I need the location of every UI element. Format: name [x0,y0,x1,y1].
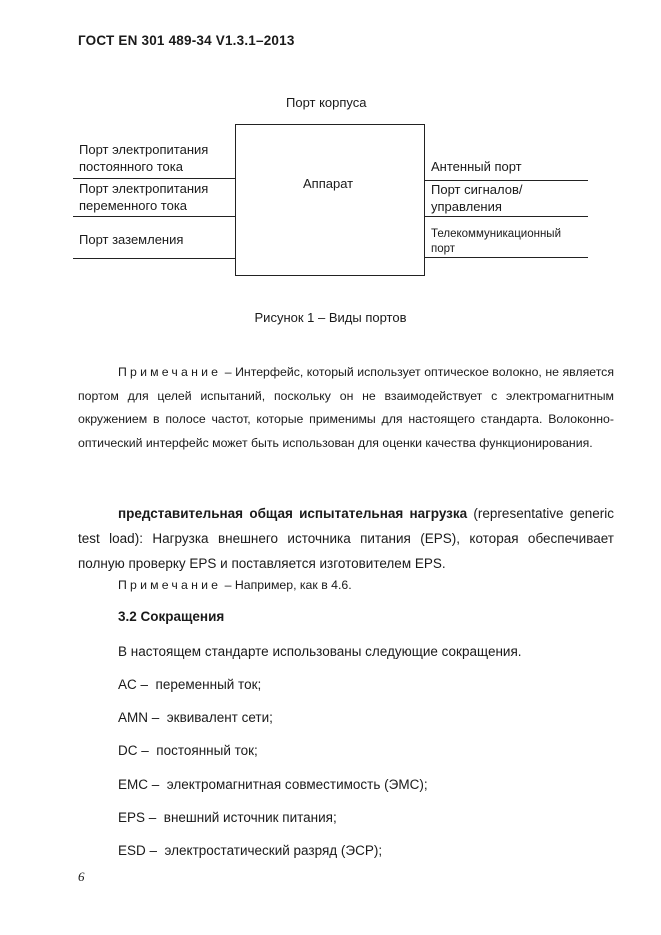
abbr-definition: переменный ток; [155,677,262,692]
earth-port-line [73,258,235,259]
signal-port-line [424,216,588,217]
abbr-row [118,843,382,858]
note-label: Примечание [118,365,222,379]
apparatus-label: Аппарат [303,176,354,191]
section-intro: В настоящем стандарте использованы следующие сокращения. [118,644,522,659]
ac-port-line [73,216,235,217]
definition-term: представительная общая испытательная нагрузка [118,506,468,521]
abbr-term: AC – [118,677,149,692]
abbr-row [118,710,273,725]
abbr-term: EMC – [118,777,160,792]
ac-power-port-line2: переменного тока [79,198,188,213]
abbr-definition: электромагнитная совместимость (ЭМС); [166,777,428,792]
section-heading: 3.2 Сокращения [118,609,225,624]
abbr-row [118,777,428,792]
abbr-term: ESD – [118,843,158,858]
note-optical-fibre [78,361,614,455]
abbr-definition: внешний источник питания; [163,810,337,825]
apparatus-box [235,124,425,276]
abbr-definition: эквивалент сети; [166,710,273,725]
telecom-port-line [424,257,588,258]
abbr-term: AMN – [118,710,160,725]
ac-power-port-line1: Порт электропитания [79,181,209,196]
abbr-row [118,677,261,692]
note2-label: Примечание [118,578,222,592]
telecom-port-line1: Телекоммуникационный [431,228,561,240]
definition-paragraph [78,501,614,576]
abbr-term: EPS – [118,810,157,825]
figure-caption: Рисунок 1 – Виды портов [254,310,407,325]
document-header: ГОСТ EN 301 489-34 V1.3.1–2013 [78,33,295,48]
telecom-port-line2: порт [431,243,456,255]
definition-text: (representative generic test load): Нагрузка внешнего источника питания (EPS), которая обеспечивает полную проверку EPS и поставляется изготовителем EPS. [78,506,615,571]
note-example [118,578,352,592]
antenna-port-label: Антенный порт [431,159,522,174]
note-text: – Интерфейс, который использует оптическое волокно, не является портом для целей испытаний, поскольку он не взаимодействует с электромагнитным окружением в полосе частот, которые применимы для настоящего стандарта. Волоконно-оптический интерфейс может быть использован для оценки качества функционирования. [78,365,614,450]
abbr-definition: электростатический разряд (ЭСР); [164,843,383,858]
abbr-row [118,743,258,758]
note2-text: – Например, как в 4.6. [221,578,352,592]
enclosure-port-label: Порт корпуса [286,95,367,110]
dc-power-port-line1: Порт электропитания [79,142,209,157]
signal-port-line2: управления [431,199,502,214]
dc-port-line [73,178,235,179]
signal-port-line1: Порт сигналов/ [431,182,523,197]
abbr-term: DC – [118,743,149,758]
page-number: 6 [78,869,85,884]
dc-power-port-line2: постоянного тока [79,159,183,174]
abbr-row [118,810,337,825]
abbr-definition: постоянный ток; [156,743,258,758]
earth-port-label: Порт заземления [79,232,184,247]
